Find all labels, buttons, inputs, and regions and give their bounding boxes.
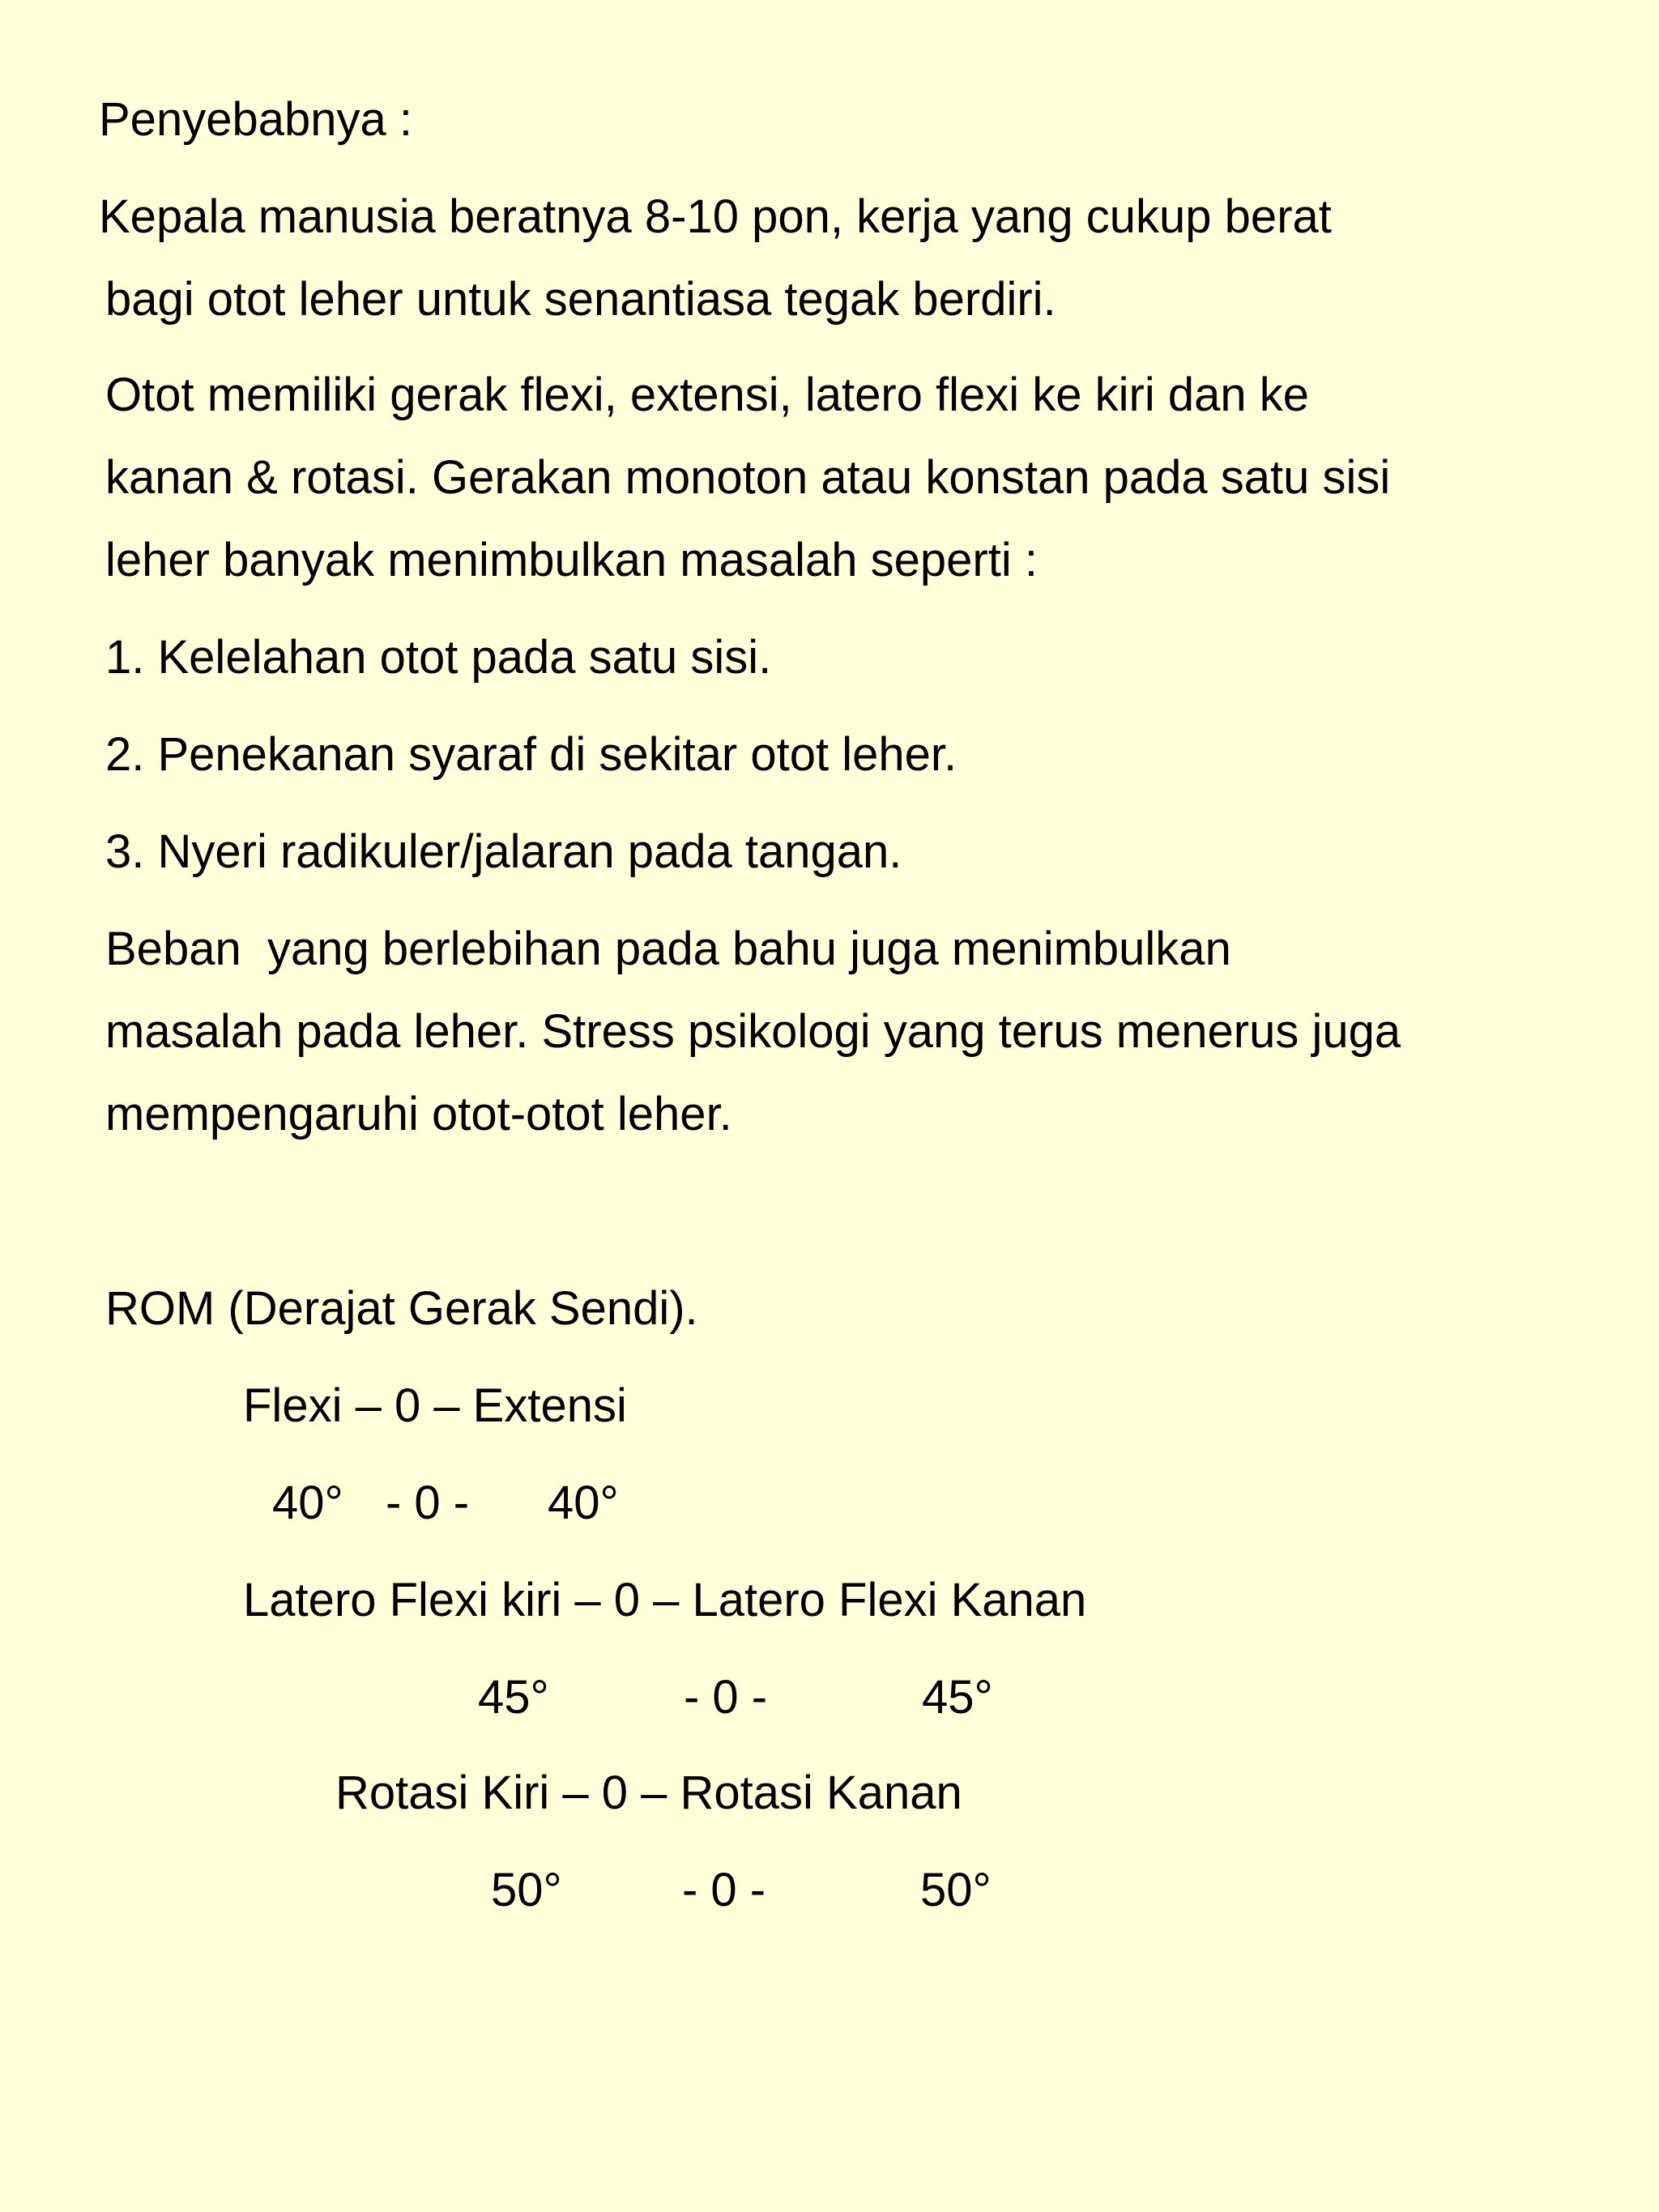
para3-line-2: masalah pada leher. Stress psikologi yang terus menerus juga — [105, 1005, 1401, 1058]
rom-latero-value-center: - 0 - — [684, 1671, 768, 1724]
rom-flexi-label: Flexi – 0 – Extensi — [243, 1379, 627, 1432]
para2-line-1: Otot memiliki gerak flexi, extensi, latero flexi ke kiri dan ke — [105, 369, 1309, 421]
para1-line-1: Kepala manusia beratnya 8-10 pon, kerja yang cukup berat — [99, 190, 1332, 243]
para3-line-3: mempengaruhi otot-otot leher. — [105, 1088, 732, 1140]
list-item-1: 1. Kelelahan otot pada satu sisi. — [105, 631, 772, 684]
rom-rotasi-value-center: - 0 - — [682, 1864, 766, 1916]
rom-flexi-value-center: - 0 - — [386, 1477, 470, 1529]
list-item-3: 3. Nyeri radikuler/jalaran pada tangan. — [105, 825, 902, 878]
rom-latero-value-left: 45° — [478, 1671, 549, 1724]
rom-flexi-value-left: 40° — [272, 1477, 343, 1529]
rom-latero-label: Latero Flexi kiri – 0 – Latero Flexi Kanan — [243, 1574, 1087, 1626]
para2-line-2: kanan & rotasi. Gerakan monoton atau konstan pada satu sisi — [105, 451, 1391, 504]
para1-line-2: bagi otot leher untuk senantiasa tegak berdiri. — [105, 273, 1056, 326]
heading: Penyebabnya : — [99, 93, 412, 146]
rom-rotasi-value-left: 50° — [491, 1864, 562, 1916]
list-item-2: 2. Penekanan syaraf di sekitar otot leher. — [105, 728, 957, 781]
rom-rotasi-value-right: 50° — [920, 1864, 992, 1916]
para2-line-3: leher banyak menimbulkan masalah seperti : — [105, 534, 1038, 586]
rom-flexi-value-right: 40° — [548, 1477, 619, 1529]
rom-latero-value-right: 45° — [922, 1671, 993, 1724]
rom-rotasi-label: Rotasi Kiri – 0 – Rotasi Kanan — [335, 1767, 962, 1819]
rom-title: ROM (Derajat Gerak Sendi). — [105, 1282, 698, 1335]
para3-line-1: Beban yang berlebihan pada bahu juga menimbulkan — [105, 923, 1231, 975]
